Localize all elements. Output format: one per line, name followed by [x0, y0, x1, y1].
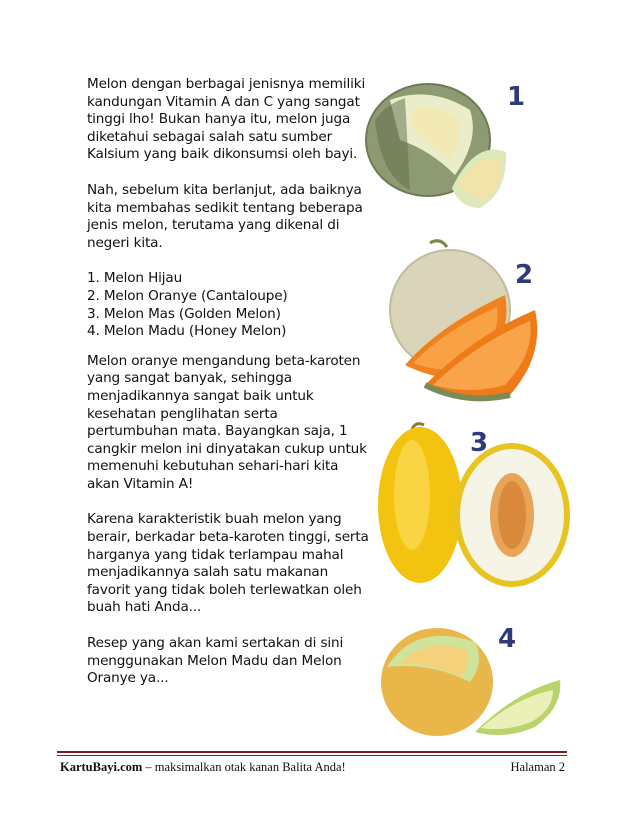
page-number: Halaman 2 [510, 760, 565, 774]
paragraph-beta-carotene: Melon oranye mengandung beta-karoten yang sangat banyak, sehingga menjadikannya sangat baik untuk kesehatan penglihatan serta pertumbuhan mata. Bayangkan saja, 1 cangkir melon ini dinyatakan cukup untuk memenuhi kebutuhan sehari-hari kita akan Vitamin A! [87, 352, 367, 492]
page-footer [60, 760, 565, 775]
green-melon-image [360, 80, 510, 210]
paragraph-recipe-note: Resep yang akan kami sertakan di sini menggunakan Melon Madu dan Melon Oranye ya... [87, 635, 344, 687]
paragraph-transition: Nah, sebelum kita berlanjut, ada baiknya kita membahas sedikit tentang beberapa jenis melon, terutama yang dikenal di negeri kita. [87, 181, 363, 251]
list-item: 4. Melon Madu (Honey Melon) [87, 323, 287, 340]
honey-melon-image [375, 612, 565, 742]
article-body [87, 76, 372, 706]
footer-rule-thin [57, 755, 567, 756]
footer-rule [57, 751, 567, 753]
melon-list [87, 270, 372, 340]
list-item: 1. Melon Hijau [87, 270, 183, 287]
paragraph-characteristics: Karena karakteristik buah melon yang berair, berkadar beta-karoten tinggi, serta harganya yang tidak terlampau mahal menjadikannya salah satu makanan favorit yang tidak boleh terlewatkan oleh buah hati Anda... [87, 511, 369, 616]
figure-number-1: 1 [507, 82, 526, 112]
list-item: 3. Melon Mas (Golden Melon) [87, 305, 281, 322]
figure-number-4: 4 [498, 624, 517, 654]
footer-brand: KartuBayi.com [60, 760, 143, 774]
footer-tagline: – maksimalkan otak kanan Balita Anda! [142, 760, 346, 774]
list-item: 2. Melon Oranye (Cantaloupe) [87, 287, 288, 304]
figure-number-2: 2 [515, 260, 534, 290]
figure-number-3: 3 [470, 428, 489, 458]
paragraph-intro: Melon dengan berbagai jenisnya memiliki kandungan Vitamin A dan C yang sangat tinggi lho! Bukan hanya itu, melon juga diketahui sebagai salah satu sumber Kalsium yang baik dikonsumsi oleh bayi. [87, 76, 366, 163]
